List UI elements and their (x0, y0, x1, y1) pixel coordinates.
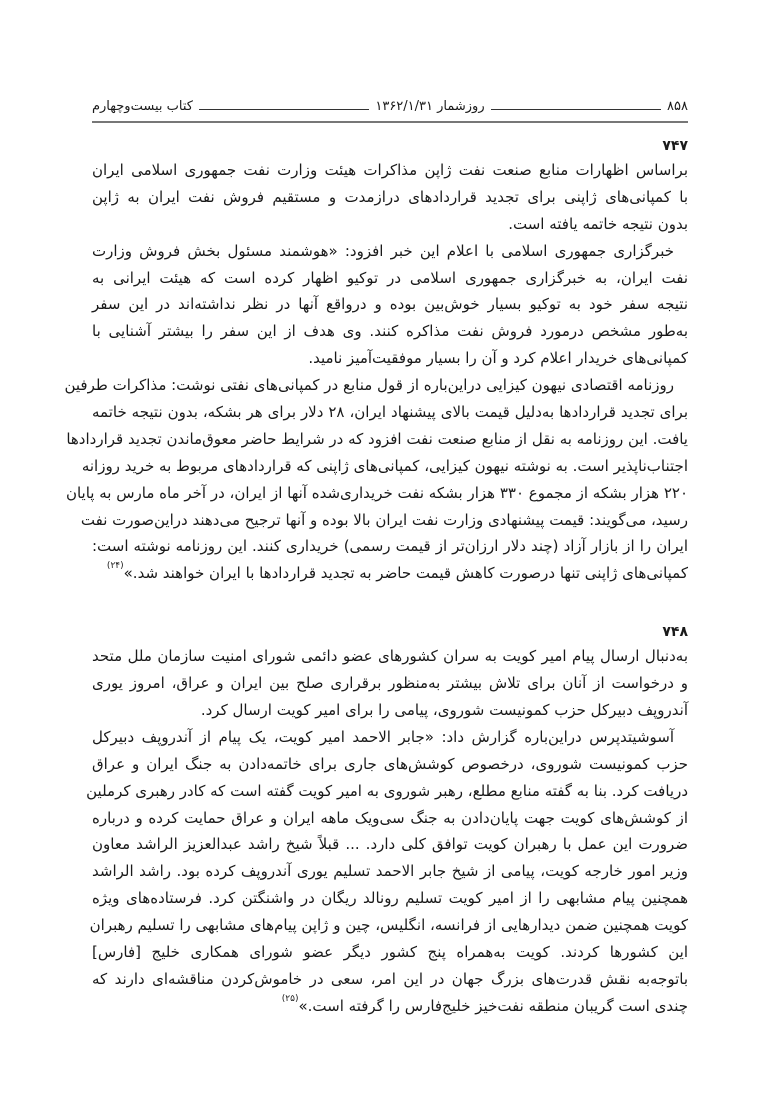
line-text: با کمپانی‌های ژاپنی برای تجدید قراردادهای درازمدت و مستقیم فروش نفت ایران به ژاپن (92, 187, 688, 206)
header-rule (92, 121, 688, 123)
line-text: ۲۲۰ هزار بشکه از مجموع ۳۳۰ هزار بشکه نفت خریداری‌شده آنها از ایران، در آخر ماه مارس به پایان (65, 483, 688, 502)
line-text: آندروپف دبیرکل حزب کمونیست شوروی، پیامی را برای امیر کویت ارسال کرد. (200, 701, 688, 720)
text-line (92, 291, 688, 318)
text-line (92, 533, 688, 560)
text-line (92, 643, 688, 670)
document-page (64, 92, 688, 1020)
text-line (92, 993, 688, 1020)
line-text: حزب کمونیست شوروی، درخصوص کوشش‌های جاری برای خاتمه‌دادن به جنگ ایران و عراق (92, 754, 688, 773)
text-line (92, 885, 688, 912)
line-text: ضرورت این عمل با رهبران کویت توافق کلی دارد. ... قبلاً شیخ راشد عبدالعزیز الراشد معاون (92, 835, 688, 854)
line-text: این کشورها کردند. کویت به‌همراه پنج کشور دیگر عضو شورای همکاری خلیج [فارس] (92, 943, 688, 962)
text-line (86, 778, 688, 805)
text-line (92, 831, 688, 858)
page-header (92, 92, 688, 114)
document-body (64, 135, 688, 1020)
line-text: روزنامه اقتصادی نیهون کیزایی دراین‌باره از قول منابع در کمپانی‌های نفتی نوشت: مذاکرات طرفین (64, 376, 674, 395)
line-text: یافت. این روزنامه به نقل از منابع صنعت نفت افزود که در شرایط حاضر معوق‌ماندن تجدید قراردادها (66, 429, 688, 448)
line-text: کمپانی‌های ژاپنی تنها درصورت کاهش قیمت حاضر به تجدید قراردادها با ایران خواهند شد.» (123, 564, 688, 583)
text-line (92, 858, 688, 885)
entry-number: ۷۴۸ (662, 624, 688, 641)
text-line (89, 912, 688, 939)
line-text: براساس اظهارات منابع صنعت نفت ژاپن مذاکرات هیئت وزارت نفت جمهوری اسلامی ایران (92, 161, 688, 179)
text-line (92, 805, 688, 832)
text-line (92, 724, 688, 751)
text-line (92, 670, 688, 697)
line-text: از کوشش‌های کویت جهت پایان‌دادن به جنگ سی‌ویک ماهه ایران و عراق حمایت کرده و درباره (92, 808, 688, 827)
line-text: ایران را از بازار آزاد (چند دلار ارزان‌تر از قیمت رسمی) خریداری کنند. این روزنامه نوشته است: (92, 537, 688, 556)
running-title: روزشمار ۱۳۶۲/۱/۳۱ (375, 99, 485, 114)
paragraph (64, 372, 688, 587)
line-text: خبرگزاری جمهوری اسلامی با اعلام این خبر افزود: «هوشمند مسئول بخش فروش وزارت (92, 241, 674, 260)
footnote-marker: (۲۵) (281, 993, 299, 1004)
header-line (491, 109, 661, 110)
text-line (92, 211, 688, 238)
line-text: وزیر امور خارجه کویت، پیامی از شیخ جابر الاحمد تسلیم یوری آندروپف کرده بود. راشد الراشد (92, 862, 688, 881)
text-line (92, 751, 688, 778)
header-line (199, 109, 369, 110)
text-line (81, 453, 688, 480)
line-text: و درخواست از آنان برای تلاش بیشتر به‌منظور برقراری صلح بین ایران و عراق، امروز یوری (92, 674, 688, 693)
line-text: به‌طور مشخص درمورد فروش نفت مذاکره کنند. وی هدف از این سفر را بیشتر آشنایی با (92, 322, 688, 341)
paragraph (92, 157, 688, 238)
book-title: کتاب بیست‌وچهارم (91, 99, 193, 114)
line-text: آسوشیتدپرس دراین‌باره گزارش داد: «جابر الاحمد امیر کویت، یک پیام از آندروپف دبیرکل (92, 727, 674, 746)
paragraph (92, 238, 688, 372)
text-line (92, 399, 688, 426)
line-text: بدون نتیجه خاتمه یافته است. (508, 214, 688, 233)
line-text: چندی است گریبان منطقه نفت‌خیز خلیج‌فارس را گرفته است.» (298, 996, 688, 1015)
line-text: نفت ایران، به خبرگزاری جمهوری اسلامی در توکیو اظهار کرده است که هیئت ایرانی به (92, 268, 688, 287)
text-line (92, 939, 688, 966)
line-text: اجتناب‌ناپذیر است. به نوشته نیهون کیزایی، کمپانی‌های ژاپنی که قراردادهای مربوط به خرید روزانه (81, 456, 688, 475)
footnote-marker: (۲۴) (106, 561, 124, 572)
text-line (92, 265, 688, 292)
text-line (66, 426, 688, 453)
line-text: نتیجه سفر خود به توکیو بسیار خوش‌بین بوده و درواقع آنها در نظر نداشته‌اند در این سفر (92, 295, 688, 314)
text-line (92, 697, 688, 724)
text-line (80, 507, 688, 534)
line-text: کمپانی‌های خریدار اعلام کرد و آن را بسیار موفقیت‌آمیز نامید. (308, 349, 688, 368)
line-text: باتوجه‌به نقش قدرت‌های بزرگ جهان در این امر، سعی در خاموش‌کردن مناقشه‌ای دارند که (92, 969, 688, 988)
entry-section (64, 135, 688, 587)
section-gap (92, 587, 688, 609)
line-text: برای تجدید قراردادها به‌دلیل قیمت بالای پیشنهاد ایران، ۲۸ دلار برای هر بشکه، بدون نتیجه خاتمه (92, 403, 688, 422)
line-text: دریافت کرد. بنا به گفته منابع مطلع، رهبر شوروی به امیر کویت گفته است که کادر رهبری کرملین (86, 781, 688, 800)
line-text: کویت همچنین ضمن دیدارهایی از فرانسه، انگلیس، چین و ژاپن پیام‌های مشابهی را تسلیم رهبران (89, 916, 688, 935)
paragraph (92, 643, 688, 724)
text-line (92, 560, 688, 587)
text-line (92, 345, 688, 372)
page-number: ۸۵۸ (667, 99, 688, 114)
text-line (92, 318, 688, 345)
text-line (92, 184, 688, 211)
text-line (64, 372, 688, 399)
entry-section (86, 621, 688, 1019)
line-text: رسید، می‌گویند: قیمت پیشنهادی وزارت نفت ایران بالا بوده و آنها ترجیح می‌دهند دراین‌صورت نفت (80, 510, 688, 529)
entry-number: ۷۴۷ (662, 138, 688, 154)
text-line (92, 238, 688, 265)
paragraph (86, 724, 688, 1020)
text-line (92, 966, 688, 993)
line-text: به‌دنبال ارسال پیام امیر کویت به سران کشورهای عضو دائمی شورای امنیت سازمان ملل متحد (92, 647, 688, 666)
text-line (65, 480, 688, 507)
text-line (92, 157, 688, 184)
line-text: همچنین پیام مشابهی را از امیر کویت تسلیم رونالد ریگان در واشنگتن کرد. فرستاده‌های ویژه (92, 889, 688, 908)
